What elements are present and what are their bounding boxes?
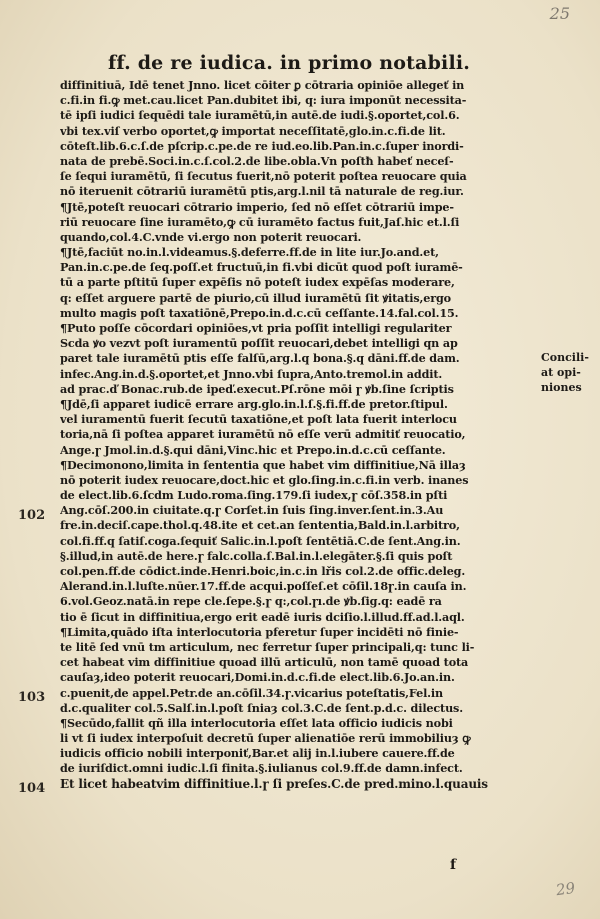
text-line: paret tale iuramētū ptis eſſe falſū,arg.l.q bona.§.q dāni.ff.de dam. — [60, 351, 460, 366]
margin-note-line: at opi- — [541, 366, 581, 379]
margin-number-103: 103 — [18, 690, 46, 705]
text-line: infec.Ang.in.d.§.oportet,et Jnno.vbi ſupra,Anto.tremol.in addit. — [60, 366, 443, 381]
text-line: ¶Jdē,ſi apparet iudicē errare arg.glo.in.l.ſ.§.fi.ff.de pretor.ſtipul. — [60, 396, 448, 411]
text-line: nō poterit iudex reuocare,doct.hic et glo.ſing.in.c.fi.in verb. inanes — [60, 472, 469, 487]
text-line: cauſaȝ,ideo poterit reuocari,Domi.in.d.c.fi.de elect.lib.6.Jo.an.in. — [60, 670, 455, 685]
text-line: c.fi.in fi.ꝙ met.cau.licet Pan.dubitet ibi, q: iura imponūt necessita- — [60, 93, 467, 108]
margin-note — [541, 350, 597, 395]
text-line: tio ē ſicut in diffinitiua,ergo erit eadē iuris dciſio.l.illud.ff.ad.l.aql. — [60, 609, 465, 624]
signature-mark: f — [450, 857, 457, 873]
text-line: fre.in.deciſ.cape.thol.q.48.ite et cet.an ſententia,Bald.in.l.arbitro, — [60, 518, 460, 533]
text-line: nata de prebē.Soci.in.c.ſ.col.2.de libe.obla.Vn poſtħ habeť neceſ- — [60, 153, 454, 168]
text-line: ¶Secūdo,fallit qñ illa interlocutoria eſſet lata officio iudicis nobi — [60, 715, 453, 730]
text-line: ¶Limita,quādo iſta interlocutoria pferetur ſuper incidēti nō finie- — [60, 624, 459, 639]
text-line: col.fi.ff.q ſatiſ.coga.ſequiť Salic.in.l.poſt ſentētiā.C.de ſent.Ang.in. — [60, 533, 461, 548]
text-line: li vt ſi iudex interpoſuit decretū ſuper alienatiōe rerū immobiliuȝ ꝙ — [60, 731, 471, 746]
text-line: q: eſſet arguere partē de piurio,cū illud iuramētū ſit ꝟitatis,ergo — [60, 290, 451, 305]
text-line: ¶Jtē,poteſt reuocari cōtrario imperio, ſed nō eſſet cōtrariū impe- — [60, 199, 454, 214]
text-line: Ange.ɼ Jmol.in.d.§.qui dāni,Vinc.hic et Prepo.in.d.c.cū ceſſante. — [60, 442, 446, 457]
text-line: de elect.lib.6.ſcdm Ludo.roma.ſing.179.ſi iudex,ɼ cōſ.358.in pſti — [60, 488, 448, 503]
text-line: ¶Decimonono,limita in ſententia que habet vim diffinitiue,Nā illaȝ — [60, 457, 466, 472]
text-line: tū a parte pſtitū ſuper expēſis nō poteſt iudex expēſas moderare, — [60, 275, 455, 290]
text-line: cōteſt.lib.6.c.ſ.de pſcrip.c.pe.de re iud.eo.lib.Pan.in.c.ſuper inordi- — [60, 138, 464, 153]
margin-number-104: 104 — [18, 781, 46, 796]
text-line: 6.vol.Geoz.natā.in repe cle.ſepe.§.ɼ q:,col.ɼı.de ꝟb.ſig.q: eadē ra — [60, 594, 442, 609]
text-line: quando,col.4.C.vnde vi.ergo non poterit reuocari. — [60, 229, 362, 244]
text-line: vel iuramentū fuerit ſecutū taxatiōne,et poſt lata fuerit interlocu — [60, 412, 457, 427]
text-line: vbi tex.viſ verbo oportet,ꝙ importat neceſſitatē,glo.in.c.fi.de lit. — [60, 123, 446, 138]
text-line: iudicis officio nobili interponiť,Bar.et alij in.l.iubere cauere.ff.de — [60, 746, 455, 761]
text-line: Alerand.in.l.luſte.nūer.17.ff.de acqui.poſſeſ.et cōſil.18ɼ.in cauſa in. — [60, 579, 467, 594]
text-line: Pan.in.c.pe.de ſeq.poſſ.et fructuū,in fi.vbi dicūt quod poſt iuramē- — [60, 260, 463, 275]
text-line: §.illud,in autē.de here.ɼ falc.colla.ſ.Bal.in.l.elegāter.§.ſi quis poſt — [60, 548, 453, 563]
text-line: ad prac.ď Bonac.rub.de ipeď.execut.Pſ.rōne mōi ɼ ꝟb.ſine ſcriptis — [60, 381, 454, 396]
margin-note-line: niones — [541, 381, 582, 394]
margin-number-102: 102 — [18, 508, 46, 523]
text-line: toria,nā ſi poſtea apparet iuramētū nō eſſe verū admitiť reuocatio, — [60, 427, 466, 442]
text-line: ¶Jtē,faciūt no.in.l.videamus.§.deferre.ff.de in lite iur.Jo.and.et, — [60, 245, 439, 260]
text-line: te litē ſed vnū tm articulum, nec ferretur ſuper principali,q: tunc li- — [60, 639, 475, 654]
text-line: tē ipſi iudici ſequēdi tale iuramētū,in autē.de iudi.§.oportet,col.6. — [60, 108, 460, 123]
text-line: ¶Puto poſſe cōcordari opiniōes,vt pria poſſit intelligi regulariter — [60, 321, 452, 335]
text-line: multo magis poſt taxatiōnē,Prepo.in.d.c.cū ceſſante.14.fal.col.15. — [60, 305, 459, 320]
text-line: Ang.cōſ.200.in ciuitate.q.ɼ Corſet.in ſuis ſing.inver.ſent.in.3.Au — [60, 503, 444, 518]
text-line: Et licet habeatvim diffinitiue.l.ɼ ſi preſes.C.de pred.mino.l.quauis — [60, 776, 488, 791]
running-head: ff. de re iudica. in primo notabili. — [108, 52, 471, 74]
folio-mark: 25 — [549, 4, 570, 23]
margin-note-line: Concili- — [541, 351, 589, 364]
text-line: Scda ꝟo vezvt poſt iuramentū poſſit reuocari,debet intelligi qn ap — [60, 336, 458, 351]
main-text-block — [60, 78, 535, 792]
text-line: c.puenit,de appel.Petr.de an.cōſil.34.ɼ.vicarius poteſtatis,Fel.in — [60, 685, 443, 700]
text-line: nō iteruenit cōtrariū iuramētū ptis,arg.l.nil tā naturale de reg.iur. — [60, 184, 464, 199]
text-line: d.c.qualiter col.5.Salſ.in.l.poſt ſniaȝ col.3.C.de ſent.p.d.c. dilectus. — [60, 700, 463, 715]
text-line: diffinitiuā, Idē tenet Jnno. licet cōiter ꝑ cōtraria opiniōe allegeť in — [60, 78, 465, 92]
pencil-page-number: 29 — [554, 878, 577, 900]
text-line: riū reuocare ſine iuramēto,ꝙ cū iuramēto factus fuit,Jaſ.hic et.l.ſi — [60, 214, 460, 229]
text-line: de iuriſdict.omni iudic.l.ſi finita.§.iulianus col.9.ff.de damn.infect. — [60, 761, 463, 776]
text-line: cet habeat vim diffinitiue quoad illū articulū, non tamē quoad tota — [60, 655, 469, 670]
text-line: ſe ſequi iuramētū, ſi ſecutus fuerit,nō poterit poſtea reuocare quia — [60, 169, 467, 184]
text-line: col.pen.ff.de cōdict.inde.Henri.boic,in.c.in lřis col.2.de offic.deleg. — [60, 564, 466, 578]
